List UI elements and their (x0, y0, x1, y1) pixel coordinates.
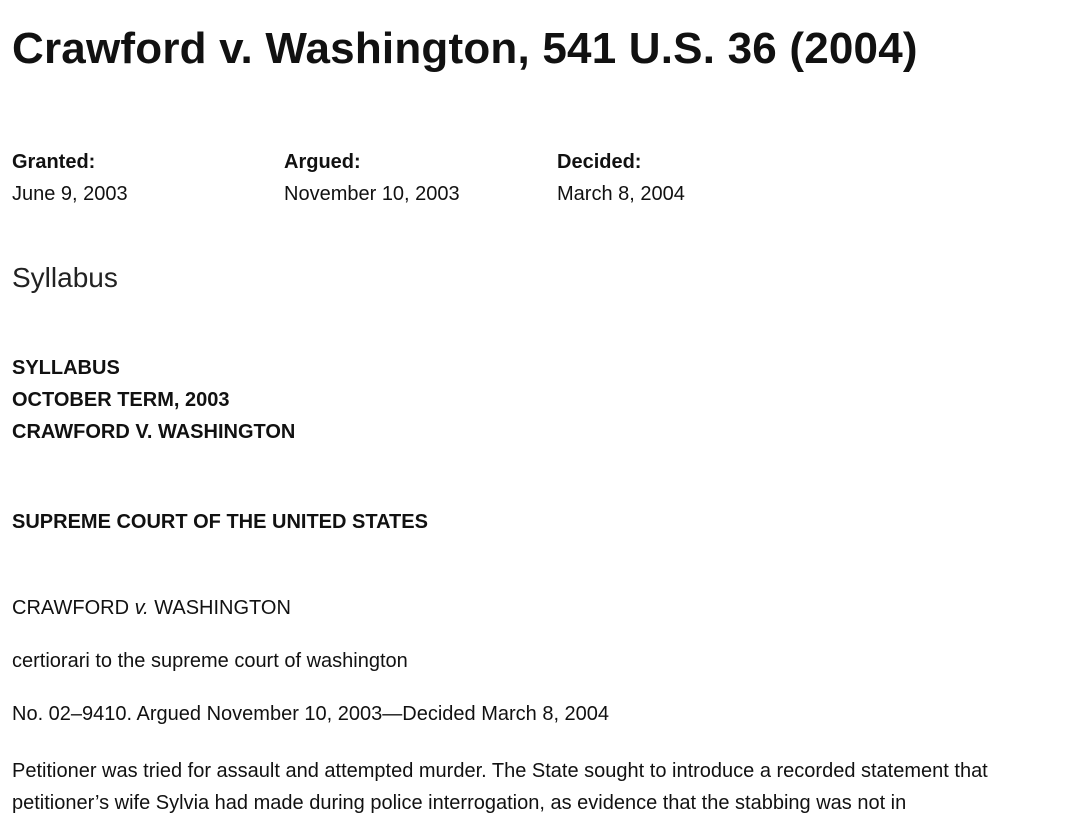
case-dates (12, 148, 1072, 218)
case-parties (12, 597, 291, 620)
caption-line-syllabus: SYLLABUS (12, 357, 120, 379)
decided-label: Decided: (557, 151, 642, 173)
decided-date-block (557, 148, 685, 212)
granted-date-block (12, 148, 128, 212)
syllabus-heading: Syllabus (12, 262, 118, 293)
party-petitioner: CRAWFORD (12, 597, 135, 619)
certiorari-line: certiorari to the supreme court of washington (12, 650, 408, 672)
argued-label: Argued: (284, 151, 361, 173)
granted-value: June 9, 2003 (12, 183, 128, 205)
court-name: SUPREME COURT OF THE UNITED STATES (12, 511, 428, 533)
decided-value: March 8, 2004 (557, 183, 685, 205)
argued-value: November 10, 2003 (284, 183, 460, 205)
party-respondent: WASHINGTON (148, 597, 291, 619)
granted-label: Granted: (12, 151, 96, 173)
argued-date-block (284, 148, 460, 212)
caption-line-case: CRAWFORD V. WASHINGTON (12, 421, 296, 443)
caption-line-term: OCTOBER TERM, 2003 (12, 389, 230, 411)
versus-abbrev: v. (134, 597, 149, 619)
case-title: Crawford v. Washington, 541 U.S. 36 (2004) (12, 24, 918, 73)
syllabus-caption (12, 352, 295, 448)
docket-line: No. 02–9410. Argued November 10, 2003—Decided March 8, 2004 (12, 703, 610, 725)
syllabus-body: Petitioner was tried for assault and attempted murder. The State sought to introduce a recorded statement that petitioner’s wife Sylvia had made during police interrogation, as evidence that the stabbing was not in (12, 760, 988, 814)
